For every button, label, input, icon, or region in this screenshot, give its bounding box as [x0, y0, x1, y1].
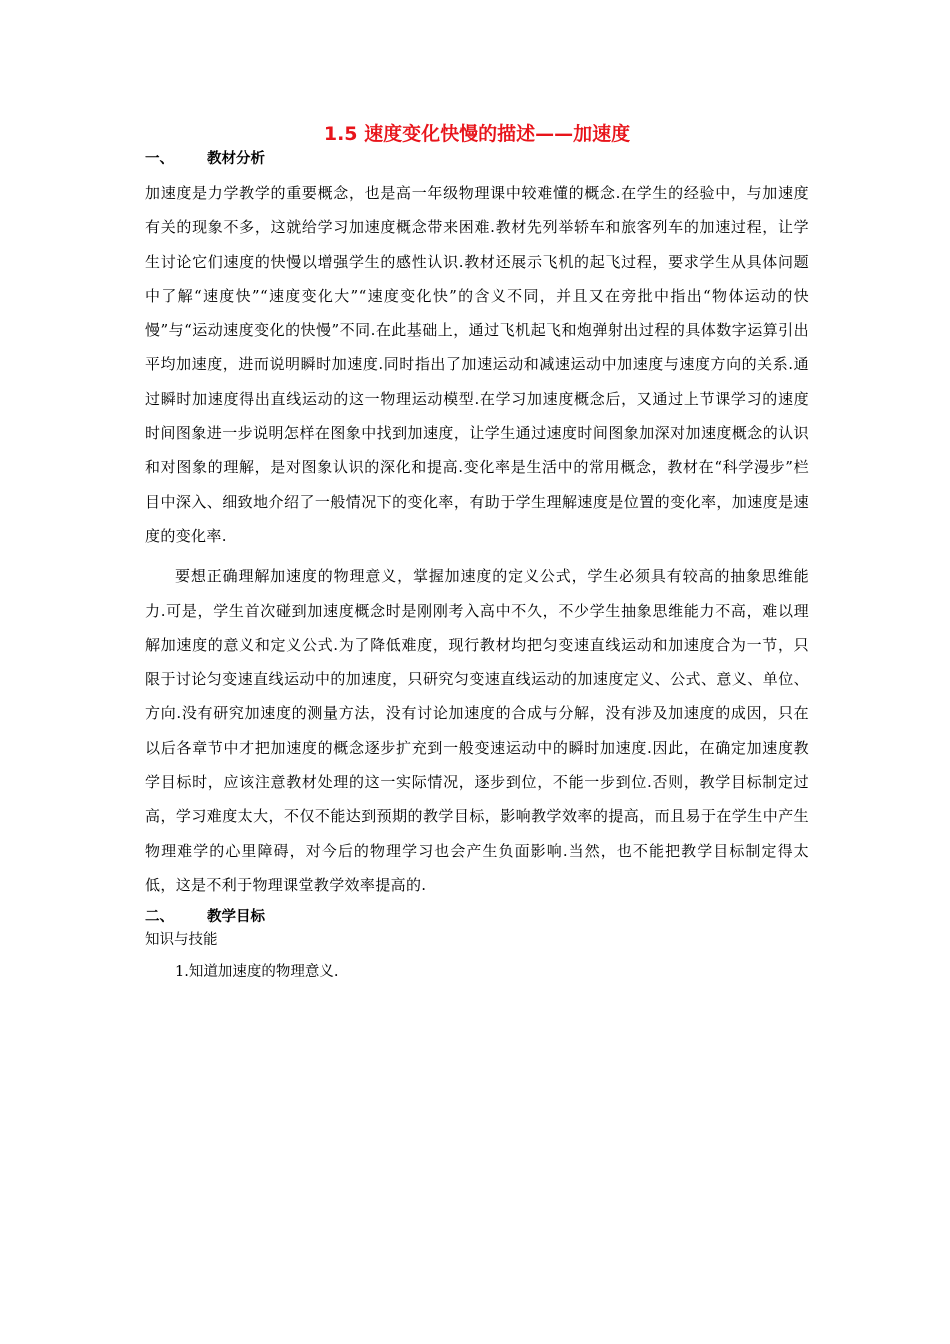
paragraph-material-analysis-2: 要想正确理解加速度的物理意义，掌握加速度的定义公式，学生必须具有较高的抽象思维能力.可是，学生首次碰到加速度概念时是刚刚考入高中不久，不少学生抽象思维能力不高，难以理解加速度的意义和定义公式.为了降低难度，现行教材均把匀变速直线运动和加速度合为一节，只限于讨论匀变速直线运动中的加速度，只研究匀变速直线运动的加速度定义、公式、意义、单位、方向.没有研究加速度的测量方法，没有讨论加速度的合成与分解，没有涉及加速度的成因，只在以后各章节中才把加速度的概念逐步扩充到一般变速运动中的瞬时加速度.因此，在确定加速度教学目标时，应该注意教材处理的这一实际情况，逐步到位，不能一步到位.否则，教学目标制定过高，学习难度太大，不仅不能达到预期的教学目标，影响教学效率的提高，而且易于在学生中产生物理难学的心里障碍，对今后的物理学习也会产生负面影响.当然，也不能把教学目标制定得太低，这是不利于物理课堂教学效率提高的. — [145, 567, 809, 894]
document-page — [145, 120, 809, 984]
section-heading-1 — [145, 148, 809, 170]
document-title: 1.5 速度变化快慢的描述——加速度 — [323, 123, 631, 145]
section-number: 二、 — [145, 909, 174, 926]
subheading-knowledge-skills: 知识与技能 — [145, 932, 218, 949]
list-item: 1.知道加速度的物理意义. — [175, 964, 339, 981]
section-heading-2 — [145, 906, 809, 928]
section-title: 教材分析 — [207, 151, 265, 167]
section-number: 一、 — [145, 151, 174, 167]
paragraph-material-analysis-1: 加速度是力学教学的重要概念，也是高一年级物理课中较难懂的概念.在学生的经验中，与加速度有关的现象不多，这就给学习加速度概念带来困难.教材先列举轿车和旅客列车的加速过程，让学生讨论它们速度的快慢以增强学生的感性认识.教材还展示飞机的起飞过程，要求学生从具体问题中了解“速度快”“速度变化大”“速度变化快”的含义不同，并且又在旁批中指出“物体运动的快慢”与“运动速度变化的快慢”不同.在此基础上，通过飞机起飞和炮弹射出过程的具体数字运算引出平均加速度，进而说明瞬时加速度.同时指出了加速运动和减速运动中加速度与速度方向的关系.通过瞬时加速度得出直线运动的这一物理运动模型.在学习加速度概念后，又通过上节课学习的速度时间图象进一步说明怎样在图象中找到加速度，让学生通过速度时间图象加深对加速度概念的认识和对图象的理解，是对图象认识的深化和提高.变化率是生活中的常用概念，教材在“科学漫步”栏目中深入、细致地介绍了一般情况下的变化率，有助于学生理解速度是位置的变化率，加速度是速度的变化率. — [145, 184, 809, 545]
section-title: 教学目标 — [207, 909, 265, 926]
